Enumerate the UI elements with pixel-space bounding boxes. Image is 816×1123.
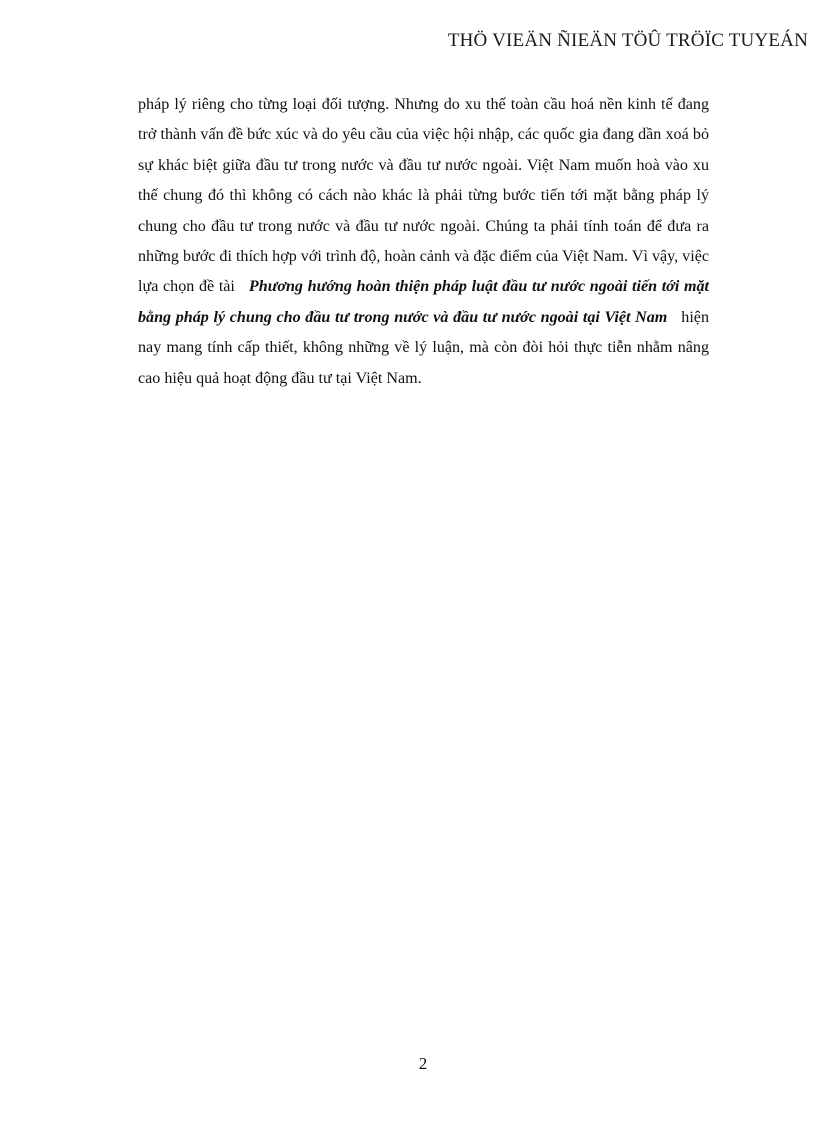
page-number: 2 (418, 1054, 428, 1073)
thesis-title-emphasis: Phương hướng hoàn thiện pháp luật đầu tư nước ngoài tiến tới mặt bằng pháp lý chung cho đầu tư trong nước và đầu tư nước ngoài tại Việt Nam (138, 278, 709, 326)
page-header: THÖ VIEÄN ÑIEÄN TÖÛ TRÖÏC TUYEÁN (447, 30, 808, 51)
paragraph-text-end: hiện nay mang tính cấp thiết, không những về lý luận, mà còn đòi hỏi thực tiễn nhằm nâng cao hiệu quả hoạt động đầu tư tại Việt Nam. (138, 308, 709, 387)
body-paragraph (138, 90, 709, 394)
paragraph-text-start: pháp lý riêng cho từng loại đối tượng. Nhưng do xu thế toàn cầu hoá nền kinh tế đang trở thành vấn đề bức xúc và do yêu cầu của việc hội nhập, các quốc gia đang dần xoá bỏ sự khác biệt giữa đầu tư trong nước và đầu tư nước ngoài. Việt Nam muốn hoà vào xu thế chung đó thì không có cách nào khác là phải từng bước tiến tới mặt bằng pháp lý chung cho đầu tư trong nước và đầu tư nước ngoài. Chúng ta phải tính toán để đưa ra những bước đi thích hợp với trình độ, hoàn cảnh và đặc điểm của Việt Nam. Vì vậy, việc lựa chọn đề tài (138, 96, 709, 296)
